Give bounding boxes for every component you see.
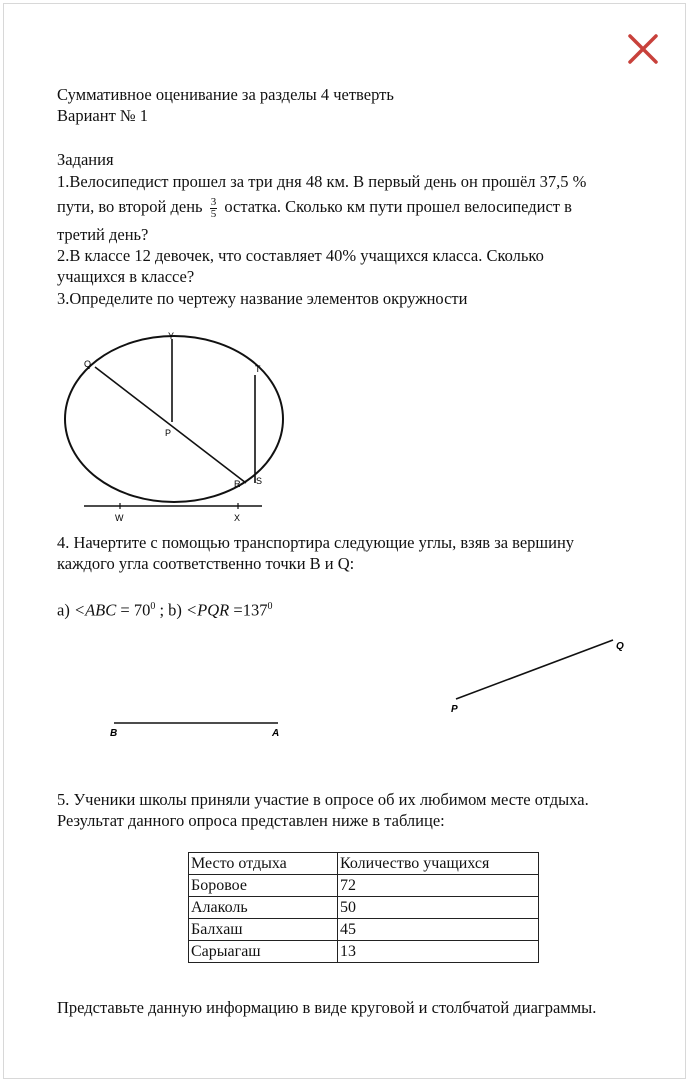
label-w: W xyxy=(115,513,124,523)
table-row xyxy=(189,919,539,941)
angle-pqr: <PQR xyxy=(186,600,230,620)
task1-text-before-fraction: пути, во второй день xyxy=(57,197,203,216)
degree-sup-a: 0 xyxy=(150,601,156,612)
label-r: R xyxy=(234,479,241,489)
survey-table xyxy=(188,852,539,963)
angle-separator: ; b) xyxy=(155,600,187,620)
label-a: A xyxy=(272,728,280,739)
task1-text-after-fraction: остатка. Сколько км пути прошел велосипедист в xyxy=(224,197,572,216)
label-p: P xyxy=(165,428,172,438)
label-x: X xyxy=(234,513,241,523)
task1-line1: 1.Велосипедист прошел за три дня 48 км. В первый день он прошёл 37,5 % xyxy=(57,172,587,191)
diameter-line xyxy=(95,367,246,483)
task4-line2: каждого угла соответственно точки В и Q: xyxy=(57,554,355,573)
table-row xyxy=(189,941,539,963)
task2-line2: учащихся в классе? xyxy=(57,267,195,286)
table-row xyxy=(189,875,539,897)
ray-pq xyxy=(456,640,613,699)
task1-line2 xyxy=(57,196,572,220)
doc-title: Суммативное оценивание за разделы 4 четверть xyxy=(57,85,394,104)
header-count: Количество учащихся xyxy=(338,853,539,875)
cell-count: 72 xyxy=(338,875,539,897)
angle-abc: <ABC xyxy=(73,600,117,620)
task5-line1: 5. Ученики школы приняли участие в опросе об их любимом месте отдыха. xyxy=(57,790,589,809)
label-y: Y xyxy=(168,331,175,341)
cell-place: Алаколь xyxy=(189,897,338,919)
task5-line2: Результат данного опроса представлен ниже в таблице: xyxy=(57,811,445,830)
circle-diagram xyxy=(50,325,290,525)
circle-outline xyxy=(65,336,283,502)
cell-count: 50 xyxy=(338,897,539,919)
label-q: Q xyxy=(84,359,92,369)
cell-count: 13 xyxy=(338,941,539,963)
task4-line1: 4. Начертите с помощью транспортира следующие углы, взяв за вершину xyxy=(57,533,575,552)
variant-label: Вариант № 1 xyxy=(57,106,149,125)
header-place: Место отдыха xyxy=(189,853,338,875)
cell-place: Боровое xyxy=(189,875,338,897)
table-row xyxy=(189,897,539,919)
degree-sup-b: 0 xyxy=(267,601,273,612)
tasks-heading: Задания xyxy=(57,150,114,169)
task1-line3: третий день? xyxy=(57,225,149,244)
cell-place: Балхаш xyxy=(189,919,338,941)
label-s: S xyxy=(256,476,263,486)
fraction-three-fifths xyxy=(210,197,218,220)
label-b: B xyxy=(110,728,118,739)
task5-footer: Представьте данную информацию в виде круговой и столбчатой диаграммы. xyxy=(57,998,597,1017)
label-p-ray: P xyxy=(451,704,458,715)
angle-b-value: =137 xyxy=(229,600,268,620)
cell-place: Сарыагаш xyxy=(189,941,338,963)
table-header-row xyxy=(189,853,539,875)
task3-line1: 3.Определите по чертежу название элементов окружности xyxy=(57,289,468,308)
task2-line1: 2.В классе 12 девочек, что составляет 40% учащихся класса. Сколько xyxy=(57,246,544,265)
ray-pq-diagram xyxy=(440,630,640,720)
fraction-numerator: 3 xyxy=(210,195,217,208)
angle-a-prefix: a) xyxy=(57,600,74,620)
ray-ba-diagram xyxy=(100,715,300,745)
task4-angles xyxy=(57,596,272,621)
label-q-ray: Q xyxy=(616,641,624,652)
angle-a-value: = 70 xyxy=(116,600,151,620)
close-icon[interactable] xyxy=(626,32,660,66)
fraction-denominator: 5 xyxy=(210,207,217,220)
cell-count: 45 xyxy=(338,919,539,941)
label-t: T xyxy=(255,364,261,374)
